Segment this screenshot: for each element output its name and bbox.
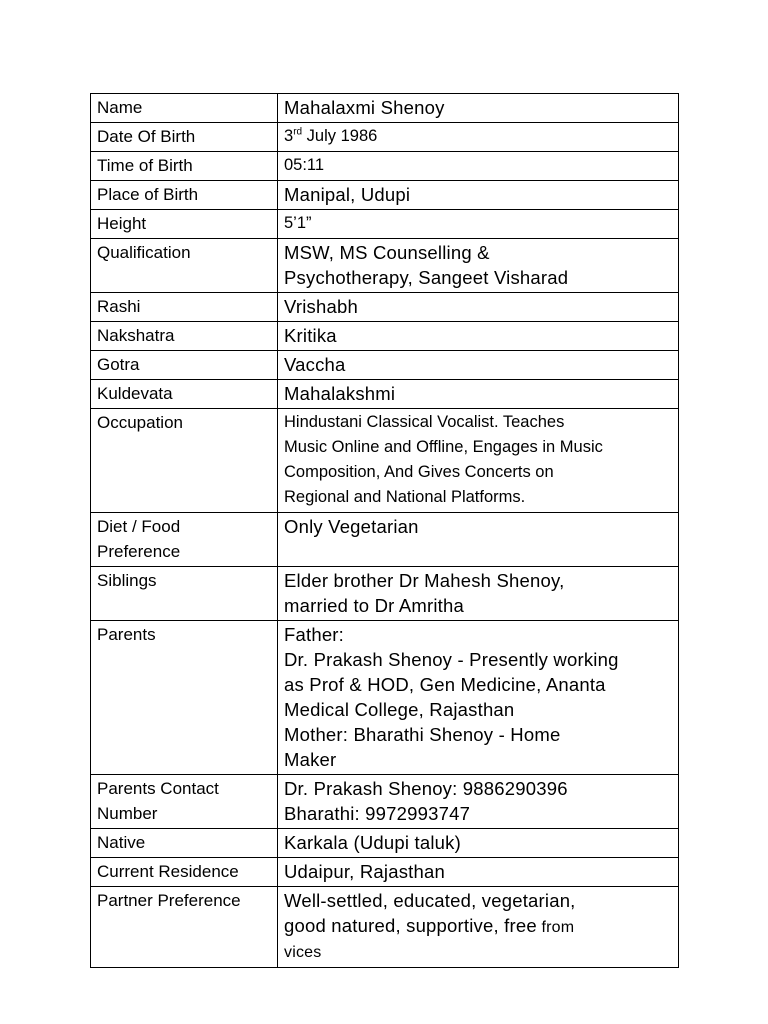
value-partner-preference	[278, 887, 679, 968]
value-native: Karkala (Udupi taluk)	[278, 829, 679, 858]
row-occupation	[91, 409, 679, 513]
value-name: Mahalaxmi Shenoy	[278, 94, 679, 123]
occupation-line: Regional and National Platforms.	[284, 488, 526, 506]
value-time-of-birth: 05:11	[278, 152, 679, 181]
label-partner-preference: Partner Preference	[91, 887, 278, 968]
row-height	[91, 210, 679, 239]
diet-label-line: Preference	[97, 542, 181, 561]
label-current-residence: Current Residence	[91, 858, 278, 887]
dob-day: 3	[284, 127, 294, 145]
row-nakshatra	[91, 322, 679, 351]
diet-label-line: Diet / Food	[97, 517, 181, 536]
occupation-line: Music Online and Offline, Engages in Music	[284, 438, 603, 456]
label-diet	[91, 513, 278, 567]
value-siblings	[278, 567, 679, 621]
dob-day-suffix: rd	[293, 126, 303, 138]
label-native: Native	[91, 829, 278, 858]
dob-month-year: July 1986	[302, 127, 378, 145]
partner-preference-line: Well-settled, educated, vegetarian,	[284, 890, 576, 911]
row-parents-contact	[91, 775, 679, 829]
row-current-residence	[91, 858, 679, 887]
biodata-table	[90, 93, 679, 968]
row-date-of-birth	[91, 123, 679, 152]
row-qualification	[91, 239, 679, 293]
value-current-residence: Udaipur, Rajasthan	[278, 858, 679, 887]
label-kuldevata: Kuldevata	[91, 380, 278, 409]
value-kuldevata: Mahalakshmi	[278, 380, 679, 409]
parents-line: Dr. Prakash Shenoy - Presently working	[284, 649, 619, 670]
value-gotra: Vaccha	[278, 351, 679, 380]
label-height: Height	[91, 210, 278, 239]
value-rashi: Vrishabh	[278, 293, 679, 322]
value-diet: Only Vegetarian	[278, 513, 679, 567]
row-diet	[91, 513, 679, 567]
label-date-of-birth: Date Of Birth	[91, 123, 278, 152]
label-parents: Parents	[91, 621, 278, 775]
label-time-of-birth: Time of Birth	[91, 152, 278, 181]
label-qualification: Qualification	[91, 239, 278, 293]
qualification-line: Psychotherapy, Sangeet Visharad	[284, 267, 569, 288]
label-place-of-birth: Place of Birth	[91, 181, 278, 210]
siblings-line: Elder brother Dr Mahesh Shenoy,	[284, 570, 565, 591]
qualification-line: MSW, MS Counselling &	[284, 242, 490, 263]
row-place-of-birth	[91, 181, 679, 210]
contact-line: Bharathi: 9972993747	[284, 803, 471, 824]
label-parents-contact	[91, 775, 278, 829]
value-parents-contact	[278, 775, 679, 829]
label-siblings: Siblings	[91, 567, 278, 621]
label-occupation: Occupation	[91, 409, 278, 513]
row-partner-preference	[91, 887, 679, 968]
parents-line: Father:	[284, 624, 345, 645]
partner-preference-line: vices	[284, 944, 322, 961]
label-nakshatra: Nakshatra	[91, 322, 278, 351]
parents-contact-label-line: Number	[97, 804, 158, 823]
value-parents	[278, 621, 679, 775]
value-height: 5’1”	[278, 210, 679, 239]
row-gotra	[91, 351, 679, 380]
row-kuldevata	[91, 380, 679, 409]
partner-preference-line-text: good natured, supportive, free	[284, 915, 537, 936]
parents-line: Medical College, Rajasthan	[284, 699, 515, 720]
siblings-line: married to Dr Amritha	[284, 595, 464, 616]
value-occupation	[278, 409, 679, 513]
occupation-line: Hindustani Classical Vocalist. Teaches	[284, 413, 565, 431]
row-native	[91, 829, 679, 858]
value-place-of-birth: Manipal, Udupi	[278, 181, 679, 210]
label-gotra: Gotra	[91, 351, 278, 380]
row-parents	[91, 621, 679, 775]
row-time-of-birth	[91, 152, 679, 181]
parents-line: as Prof & HOD, Gen Medicine, Ananta	[284, 674, 606, 695]
value-qualification	[278, 239, 679, 293]
parents-line: Mother: Bharathi Shenoy - Home	[284, 724, 561, 745]
row-siblings	[91, 567, 679, 621]
occupation-line: Composition, And Gives Concerts on	[284, 463, 554, 481]
parents-line: Maker	[284, 749, 337, 770]
row-rashi	[91, 293, 679, 322]
partner-preference-line	[284, 913, 672, 940]
partner-preference-line-tail: from	[536, 919, 575, 936]
value-date-of-birth	[278, 123, 679, 152]
label-name: Name	[91, 94, 278, 123]
parents-contact-label-line: Parents Contact	[97, 779, 219, 798]
value-nakshatra: Kritika	[278, 322, 679, 351]
label-rashi: Rashi	[91, 293, 278, 322]
row-name	[91, 94, 679, 123]
contact-line: Dr. Prakash Shenoy: 9886290396	[284, 778, 568, 799]
